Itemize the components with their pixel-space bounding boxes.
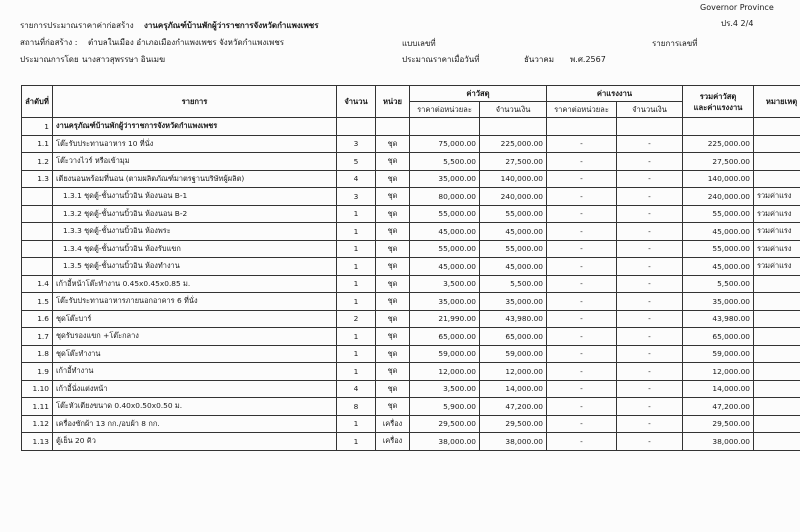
cell-item: โต๊ะรับประทานอาหาร 10 ที่นั่ง bbox=[53, 135, 337, 153]
cell-labor-amount bbox=[617, 118, 683, 136]
cell-qty: 5 bbox=[337, 153, 376, 171]
cell-unit: ชุด bbox=[376, 363, 410, 381]
cell-item: ชุดโต๊ะบาร์ bbox=[53, 310, 337, 328]
cell-unit: ชุด bbox=[376, 293, 410, 311]
cost-estimate-table bbox=[21, 85, 800, 451]
cell-labor-amount: - bbox=[617, 135, 683, 153]
cell-remark bbox=[754, 415, 800, 433]
cell-unit: ชุด bbox=[376, 258, 410, 276]
cell-no: 1.11 bbox=[22, 398, 53, 416]
cell-qty: 3 bbox=[337, 135, 376, 153]
cell-unit: ชุด bbox=[376, 135, 410, 153]
cell-unit: ชุด bbox=[376, 345, 410, 363]
cell-labor-amount: - bbox=[617, 275, 683, 293]
cell-material-unit-price: 5,900.00 bbox=[410, 398, 480, 416]
cell-total: 5,500.00 bbox=[683, 275, 754, 293]
cell-item: ชุดรับรองแขก +โต๊ะกลาง bbox=[53, 328, 337, 346]
form-number-label: แบบเลขที่ bbox=[402, 39, 436, 48]
table-row bbox=[22, 363, 800, 381]
cell-material-unit-price: 55,000.00 bbox=[410, 240, 480, 258]
cell-item: 1.3.2 ชุดตู้-ชั้นงานบิ้วอิน ห้องนอน B-2 bbox=[53, 205, 337, 223]
cell-item: เก้าอี้ทำงาน bbox=[53, 363, 337, 381]
col-header-no: ลำดับที่ bbox=[22, 86, 53, 118]
cell-qty: 1 bbox=[337, 223, 376, 241]
cell-unit bbox=[376, 118, 410, 136]
cell-labor-unit-price: - bbox=[547, 205, 617, 223]
cell-no: 1.9 bbox=[22, 363, 53, 381]
cell-remark bbox=[754, 310, 800, 328]
cell-no bbox=[22, 205, 53, 223]
estimator-label: ประมาณการโดย bbox=[20, 55, 79, 64]
cell-no bbox=[22, 188, 53, 206]
cell-remark bbox=[754, 275, 800, 293]
location-label: สถานที่ก่อสร้าง : bbox=[20, 38, 78, 47]
cell-material-amount: 55,000.00 bbox=[480, 205, 547, 223]
cell-item: 1.3.1 ชุดตู้-ชั้นงานบิ้วอิน ห้องนอน B-1 bbox=[53, 188, 337, 206]
cell-no: 1 bbox=[22, 118, 53, 136]
cell-labor-amount: - bbox=[617, 433, 683, 451]
cell-material-amount: 35,000.00 bbox=[480, 293, 547, 311]
cell-material-amount: 140,000.00 bbox=[480, 170, 547, 188]
table-row bbox=[22, 240, 800, 258]
cell-labor-amount: - bbox=[617, 153, 683, 171]
cell-no bbox=[22, 223, 53, 241]
cell-labor-amount: - bbox=[617, 345, 683, 363]
estimate-date-label: ประมาณราคาเมื่อวันที่ bbox=[402, 55, 480, 64]
cell-qty: 1 bbox=[337, 328, 376, 346]
cell-labor-unit-price bbox=[547, 118, 617, 136]
estimate-month: ธันวาคม bbox=[524, 55, 554, 64]
cell-qty: 4 bbox=[337, 170, 376, 188]
cell-material-unit-price: 59,000.00 bbox=[410, 345, 480, 363]
cell-total: 38,000.00 bbox=[683, 433, 754, 451]
col-header-labor-unit-price: ราคาต่อหน่วยละ bbox=[547, 102, 617, 118]
cell-material-unit-price: 38,000.00 bbox=[410, 433, 480, 451]
cell-labor-unit-price: - bbox=[547, 310, 617, 328]
table-row bbox=[22, 205, 800, 223]
col-header-total-line2: และค่าแรงงาน bbox=[693, 102, 743, 112]
cell-remark bbox=[754, 328, 800, 346]
cell-remark: รวมค่าแรง bbox=[754, 205, 800, 223]
cell-labor-amount: - bbox=[617, 170, 683, 188]
cell-material-unit-price: 80,000.00 bbox=[410, 188, 480, 206]
cell-material-amount: 27,500.00 bbox=[480, 153, 547, 171]
cell-labor-unit-price: - bbox=[547, 398, 617, 416]
cell-no: 1.10 bbox=[22, 380, 53, 398]
cell-no: 1.5 bbox=[22, 293, 53, 311]
cell-unit: ชุด bbox=[376, 240, 410, 258]
cell-qty: 2 bbox=[337, 310, 376, 328]
cell-no: 1.4 bbox=[22, 275, 53, 293]
cell-total: 140,000.00 bbox=[683, 170, 754, 188]
cell-item: ชุดโต๊ะทำงาน bbox=[53, 345, 337, 363]
cell-labor-unit-price: - bbox=[547, 240, 617, 258]
cell-item: 1.3.5 ชุดตู้-ชั้นงานบิ้วอิน ห้องทำงาน bbox=[53, 258, 337, 276]
cell-total: 35,000.00 bbox=[683, 293, 754, 311]
cell-qty: 3 bbox=[337, 188, 376, 206]
cell-labor-amount: - bbox=[617, 415, 683, 433]
cell-material-amount: 240,000.00 bbox=[480, 188, 547, 206]
cell-item: ตู้เย็น 20 คิว bbox=[53, 433, 337, 451]
cell-unit: ชุด bbox=[376, 310, 410, 328]
table-row bbox=[22, 398, 800, 416]
form-code: ปร.4 2/4 bbox=[721, 19, 754, 28]
cell-material-unit-price bbox=[410, 118, 480, 136]
cell-material-amount: 47,200.00 bbox=[480, 398, 547, 416]
cell-material-amount: 38,000.00 bbox=[480, 433, 547, 451]
table-row bbox=[22, 275, 800, 293]
cell-labor-unit-price: - bbox=[547, 433, 617, 451]
cell-unit: ชุด bbox=[376, 153, 410, 171]
cell-item: งานครุภัณฑ์บ้านพักผู้ว่าราชการจังหวัดกำแพงเพชร bbox=[53, 118, 337, 136]
cell-remark bbox=[754, 293, 800, 311]
cell-material-unit-price: 65,000.00 bbox=[410, 328, 480, 346]
table-row bbox=[22, 310, 800, 328]
cell-no: 1.3 bbox=[22, 170, 53, 188]
cell-remark bbox=[754, 363, 800, 381]
cell-qty: 1 bbox=[337, 240, 376, 258]
cell-item: โต๊ะวางไวร์ หรือเข้ามุม bbox=[53, 153, 337, 171]
cell-labor-unit-price: - bbox=[547, 188, 617, 206]
cell-material-amount: 29,500.00 bbox=[480, 415, 547, 433]
cell-qty: 1 bbox=[337, 258, 376, 276]
cell-labor-unit-price: - bbox=[547, 328, 617, 346]
cell-no: 1.1 bbox=[22, 135, 53, 153]
cell-unit: ชุด bbox=[376, 188, 410, 206]
table-row bbox=[22, 293, 800, 311]
cell-item: โต๊ะรับประทานอาหารภายนอกอาคาร 6 ที่นั่ง bbox=[53, 293, 337, 311]
col-header-material-amount: จำนวนเงิน bbox=[480, 102, 547, 118]
cell-remark: รวมค่าแรง bbox=[754, 223, 800, 241]
cell-material-unit-price: 12,000.00 bbox=[410, 363, 480, 381]
table-row bbox=[22, 433, 800, 451]
col-header-qty: จำนวน bbox=[337, 86, 376, 118]
cell-material-amount: 45,000.00 bbox=[480, 258, 547, 276]
cell-no: 1.12 bbox=[22, 415, 53, 433]
cell-labor-unit-price: - bbox=[547, 135, 617, 153]
table-row bbox=[22, 223, 800, 241]
cell-remark bbox=[754, 135, 800, 153]
table-row bbox=[22, 415, 800, 433]
cell-total: 14,000.00 bbox=[683, 380, 754, 398]
cell-total: 29,500.00 bbox=[683, 415, 754, 433]
cell-material-amount: 59,000.00 bbox=[480, 345, 547, 363]
cell-material-unit-price: 75,000.00 bbox=[410, 135, 480, 153]
cell-material-amount: 12,000.00 bbox=[480, 363, 547, 381]
table-row bbox=[22, 345, 800, 363]
location-value: ตำบลในเมือง อำเภอเมืองกำแพงเพชร จังหวัดกำแพงเพชร bbox=[88, 38, 285, 47]
cell-qty: 1 bbox=[337, 275, 376, 293]
cell-material-unit-price: 35,000.00 bbox=[410, 170, 480, 188]
col-header-item: รายการ bbox=[53, 86, 337, 118]
cell-remark bbox=[754, 433, 800, 451]
cell-total: 43,980.00 bbox=[683, 310, 754, 328]
cell-qty bbox=[337, 118, 376, 136]
table-row bbox=[22, 188, 800, 206]
cell-no: 1.8 bbox=[22, 345, 53, 363]
cell-unit: เครื่อง bbox=[376, 415, 410, 433]
cell-no bbox=[22, 240, 53, 258]
cell-remark bbox=[754, 398, 800, 416]
cell-total: 55,000.00 bbox=[683, 240, 754, 258]
cell-unit: ชุด bbox=[376, 170, 410, 188]
cell-item: เตียงนอนพร้อมที่นอน (ตามผลิตภัณฑ์มาตรฐานบริษัทผู้ผลิต) bbox=[53, 170, 337, 188]
cell-labor-amount: - bbox=[617, 205, 683, 223]
cell-unit: ชุด bbox=[376, 380, 410, 398]
cell-labor-amount: - bbox=[617, 380, 683, 398]
cell-no: 1.13 bbox=[22, 433, 53, 451]
cell-qty: 1 bbox=[337, 433, 376, 451]
cell-material-amount: 43,980.00 bbox=[480, 310, 547, 328]
cell-no: 1.2 bbox=[22, 153, 53, 171]
cell-labor-unit-price: - bbox=[547, 258, 617, 276]
cell-item: เก้าอี้หน้าโต๊ะทำงาน 0.45x0.45x0.85 ม. bbox=[53, 275, 337, 293]
cell-material-amount: 14,000.00 bbox=[480, 380, 547, 398]
cell-total: 59,000.00 bbox=[683, 345, 754, 363]
col-header-remark: หมายเหตุ bbox=[754, 86, 800, 118]
province-label: Governor Province bbox=[700, 3, 774, 12]
cell-material-unit-price: 5,500.00 bbox=[410, 153, 480, 171]
cell-item: 1.3.4 ชุดตู้-ชั้นงานบิ้วอิน ห้องรับแขก bbox=[53, 240, 337, 258]
cell-labor-amount: - bbox=[617, 223, 683, 241]
cell-unit: เครื่อง bbox=[376, 433, 410, 451]
cell-total: 225,000.00 bbox=[683, 135, 754, 153]
col-header-unit: หน่วย bbox=[376, 86, 410, 118]
cell-material-unit-price: 45,000.00 bbox=[410, 223, 480, 241]
item-number-label: รายการเลขที่ bbox=[652, 39, 698, 48]
cell-unit: ชุด bbox=[376, 275, 410, 293]
cell-labor-unit-price: - bbox=[547, 380, 617, 398]
cell-labor-amount: - bbox=[617, 328, 683, 346]
cell-item: เครื่องซักผ้า 13 กก./อบผ้า 8 กก. bbox=[53, 415, 337, 433]
cell-material-unit-price: 29,500.00 bbox=[410, 415, 480, 433]
estimate-year: พ.ศ.2567 bbox=[570, 55, 606, 64]
cell-qty: 4 bbox=[337, 380, 376, 398]
cell-material-amount bbox=[480, 118, 547, 136]
cell-material-amount: 55,000.00 bbox=[480, 240, 547, 258]
cell-labor-amount: - bbox=[617, 310, 683, 328]
table-row bbox=[22, 153, 800, 171]
cell-material-unit-price: 3,500.00 bbox=[410, 380, 480, 398]
cell-material-unit-price: 21,990.00 bbox=[410, 310, 480, 328]
cell-labor-unit-price: - bbox=[547, 363, 617, 381]
cell-labor-amount: - bbox=[617, 258, 683, 276]
cell-no bbox=[22, 258, 53, 276]
col-header-labor: ค่าแรงงาน bbox=[547, 86, 683, 102]
cell-item: 1.3.3 ชุดตู้-ชั้นงานบิ้วอิน ห้องพระ bbox=[53, 223, 337, 241]
cell-material-unit-price: 55,000.00 bbox=[410, 205, 480, 223]
table-row bbox=[22, 170, 800, 188]
cell-material-unit-price: 35,000.00 bbox=[410, 293, 480, 311]
estimator-name: นางสาวสุพรรษา อินเมฆ bbox=[82, 55, 166, 64]
cell-qty: 1 bbox=[337, 415, 376, 433]
col-header-material-unit-price: ราคาต่อหน่วยละ bbox=[410, 102, 480, 118]
cell-labor-amount: - bbox=[617, 188, 683, 206]
cell-labor-unit-price: - bbox=[547, 275, 617, 293]
cell-qty: 8 bbox=[337, 398, 376, 416]
cell-labor-unit-price: - bbox=[547, 293, 617, 311]
cell-total: 55,000.00 bbox=[683, 205, 754, 223]
col-header-labor-amount: จำนวนเงิน bbox=[617, 102, 683, 118]
cell-total: 47,200.00 bbox=[683, 398, 754, 416]
cell-remark bbox=[754, 380, 800, 398]
cell-remark bbox=[754, 118, 800, 136]
cell-labor-amount: - bbox=[617, 363, 683, 381]
cell-material-amount: 65,000.00 bbox=[480, 328, 547, 346]
cell-remark bbox=[754, 170, 800, 188]
col-header-material: ค่าวัสดุ bbox=[410, 86, 547, 102]
cell-remark bbox=[754, 345, 800, 363]
col-header-total-line1: รวมค่าวัสดุ bbox=[699, 91, 737, 101]
cell-labor-unit-price: - bbox=[547, 153, 617, 171]
cell-qty: 1 bbox=[337, 345, 376, 363]
cell-remark: รวมค่าแรง bbox=[754, 240, 800, 258]
cell-item: โต๊ะหัวเตียงขนาด 0.40x0.50x0.50 ม. bbox=[53, 398, 337, 416]
cell-remark: รวมค่าแรง bbox=[754, 258, 800, 276]
cell-no: 1.6 bbox=[22, 310, 53, 328]
cell-no: 1.7 bbox=[22, 328, 53, 346]
table-row bbox=[22, 118, 800, 136]
cell-material-amount: 45,000.00 bbox=[480, 223, 547, 241]
cell-total: 65,000.00 bbox=[683, 328, 754, 346]
cell-total: 12,000.00 bbox=[683, 363, 754, 381]
project-label: รายการประมาณราคาค่าก่อสร้าง bbox=[20, 21, 134, 30]
cell-total: 240,000.00 bbox=[683, 188, 754, 206]
cell-remark: รวมค่าแรง bbox=[754, 188, 800, 206]
cell-qty: 1 bbox=[337, 363, 376, 381]
cell-unit: ชุด bbox=[376, 328, 410, 346]
cell-material-amount: 5,500.00 bbox=[480, 275, 547, 293]
cell-material-amount: 225,000.00 bbox=[480, 135, 547, 153]
cell-labor-amount: - bbox=[617, 240, 683, 258]
cell-remark bbox=[754, 153, 800, 171]
cell-total: 27,500.00 bbox=[683, 153, 754, 171]
cell-unit: ชุด bbox=[376, 398, 410, 416]
cell-material-unit-price: 3,500.00 bbox=[410, 275, 480, 293]
project-name: งานครุภัณฑ์บ้านพักผู้ว่าราชการจังหวัดกำแพงเพชร bbox=[144, 21, 319, 30]
cell-labor-amount: - bbox=[617, 293, 683, 311]
cell-qty: 1 bbox=[337, 205, 376, 223]
cell-labor-amount: - bbox=[617, 398, 683, 416]
cell-total: 45,000.00 bbox=[683, 258, 754, 276]
cell-qty: 1 bbox=[337, 293, 376, 311]
cell-labor-unit-price: - bbox=[547, 345, 617, 363]
table-row bbox=[22, 328, 800, 346]
cell-total bbox=[683, 118, 754, 136]
table-row bbox=[22, 258, 800, 276]
table-row bbox=[22, 380, 800, 398]
cell-material-unit-price: 45,000.00 bbox=[410, 258, 480, 276]
cell-labor-unit-price: - bbox=[547, 223, 617, 241]
table-row bbox=[22, 135, 800, 153]
cell-labor-unit-price: - bbox=[547, 170, 617, 188]
cell-total: 45,000.00 bbox=[683, 223, 754, 241]
cell-unit: ชุด bbox=[376, 223, 410, 241]
cell-labor-unit-price: - bbox=[547, 415, 617, 433]
cell-item: เก้าอี้นั่งแต่งหน้า bbox=[53, 380, 337, 398]
cell-unit: ชุด bbox=[376, 205, 410, 223]
col-header-total bbox=[683, 86, 754, 118]
